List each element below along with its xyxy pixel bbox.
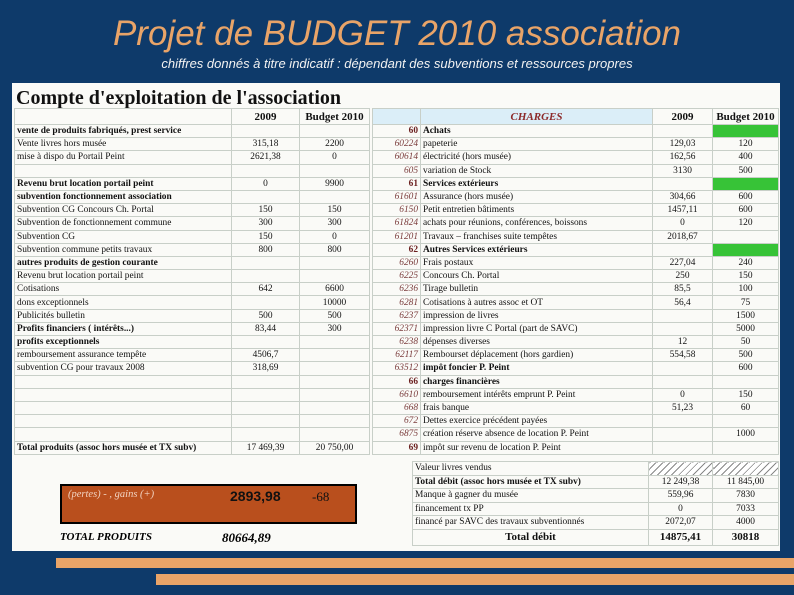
produits-label: Subvention CG	[15, 230, 232, 243]
produits-2010	[300, 270, 370, 283]
produits-label	[15, 415, 232, 428]
charges-2009	[653, 125, 713, 138]
charges-2009: 0	[653, 388, 713, 401]
charges-2009: 12	[653, 336, 713, 349]
produits-2010	[300, 428, 370, 441]
charges-2009: 162,56	[653, 151, 713, 164]
debit-summary-2010: 7033	[713, 502, 779, 516]
charges-2010: 75	[713, 296, 779, 309]
charges-2010: 500	[713, 349, 779, 362]
produits-row	[15, 217, 370, 230]
produits-2010: 150	[300, 204, 370, 217]
charges-2010	[713, 125, 779, 138]
charges-2010	[713, 243, 779, 256]
produits-2010	[300, 349, 370, 362]
operating-result-band	[60, 484, 357, 524]
charges-row	[373, 190, 779, 203]
produits-row	[15, 441, 370, 454]
produits-label: subvention fonctionnement association	[15, 190, 232, 203]
charges-row	[373, 441, 779, 454]
produits-2010: 0	[300, 151, 370, 164]
charges-2009: 227,04	[653, 256, 713, 269]
produits-2009: 83,44	[232, 322, 300, 335]
produits-2009	[232, 296, 300, 309]
charges-label: Frais postaux	[421, 256, 653, 269]
charges-2010: 600	[713, 362, 779, 375]
charges-label: impôt sur revenu de location P. Peint	[421, 441, 653, 454]
charges-table	[372, 108, 779, 455]
produits-2009	[232, 388, 300, 401]
total-produits-value: 80664,89	[222, 530, 271, 545]
charges-row	[373, 283, 779, 296]
produits-label: autres produits de gestion courante	[15, 256, 232, 269]
produits-row	[15, 125, 370, 138]
decorative-stripe-top	[56, 558, 794, 568]
charges-label: création réserve absence de location P. Peint	[421, 428, 653, 441]
produits-2010: 800	[300, 243, 370, 256]
produits-label: Cotisations	[15, 283, 232, 296]
debit-summary-2009: 559,96	[649, 489, 713, 503]
charges-account-code: 62117	[373, 349, 421, 362]
charges-row	[373, 164, 779, 177]
charges-2009	[653, 309, 713, 322]
charges-account-code: 61	[373, 177, 421, 190]
charges-label: Dettes exercice précédent payées	[421, 415, 653, 428]
produits-2010: 9900	[300, 177, 370, 190]
charges-2009: 0	[653, 217, 713, 230]
charges-row	[373, 204, 779, 217]
produits-row	[15, 401, 370, 414]
operating-result-label: (pertes) - , gains (+)	[68, 489, 155, 500]
produits-2010	[300, 401, 370, 414]
charges-row	[373, 309, 779, 322]
produits-row	[15, 190, 370, 203]
charges-2010: 500	[713, 164, 779, 177]
charges-2010: 5000	[713, 322, 779, 335]
produits-label: remboursement assurance tempête	[15, 349, 232, 362]
produits-label: dons exceptionnels	[15, 296, 232, 309]
total-debit-row	[413, 529, 779, 545]
produits-label	[15, 401, 232, 414]
charges-row	[373, 375, 779, 388]
produits-2010	[300, 415, 370, 428]
debit-summary-2010	[713, 462, 779, 476]
produits-row	[15, 415, 370, 428]
produits-2009	[232, 190, 300, 203]
produits-2009	[232, 428, 300, 441]
charges-header-code	[373, 109, 421, 125]
charges-2010: 240	[713, 256, 779, 269]
produits-2009: 315,18	[232, 138, 300, 151]
produits-2010	[300, 164, 370, 177]
produits-2010: 6600	[300, 283, 370, 296]
charges-label: achats pour réunions, conférences, boissons	[421, 217, 653, 230]
produits-2010	[300, 362, 370, 375]
produits-label: Subvention de fonctionnement commune	[15, 217, 232, 230]
charges-2009: 85,5	[653, 283, 713, 296]
charges-2010: 150	[713, 270, 779, 283]
charges-account-code: 672	[373, 415, 421, 428]
produits-row	[15, 428, 370, 441]
charges-account-code: 6610	[373, 388, 421, 401]
charges-2009	[653, 322, 713, 335]
charges-label: Achats	[421, 125, 653, 138]
charges-row	[373, 428, 779, 441]
charges-row	[373, 336, 779, 349]
charges-account-code: 69	[373, 441, 421, 454]
charges-2009: 56,4	[653, 296, 713, 309]
charges-account-code: 61824	[373, 217, 421, 230]
produits-2010: 0	[300, 230, 370, 243]
charges-2010: 400	[713, 151, 779, 164]
charges-account-code: 63512	[373, 362, 421, 375]
charges-row	[373, 401, 779, 414]
charges-2009: 1457,11	[653, 204, 713, 217]
charges-2009	[653, 375, 713, 388]
total-debit-label: Total débit	[413, 529, 649, 545]
charges-2009: 51,23	[653, 401, 713, 414]
decorative-stripe-bottom	[156, 574, 794, 585]
produits-label: Profits financiers ( intérêts...)	[15, 322, 232, 335]
produits-2009	[232, 164, 300, 177]
charges-account-code: 62	[373, 243, 421, 256]
produits-label: subvention CG pour travaux 2008	[15, 362, 232, 375]
budget-spreadsheet	[12, 83, 780, 551]
produits-2010	[300, 336, 370, 349]
charges-2010: 50	[713, 336, 779, 349]
produits-row	[15, 283, 370, 296]
produits-label	[15, 164, 232, 177]
produits-label: Subvention CG Concours Ch. Portal	[15, 204, 232, 217]
slide-subtitle: chiffres donnés à titre indicatif : dépendant des subventions et ressources propres	[161, 56, 633, 71]
produits-2009: 4506,7	[232, 349, 300, 362]
debit-summary-label: Manque à gagner du musée	[413, 489, 649, 503]
produits-2009: 642	[232, 283, 300, 296]
charges-account-code: 6875	[373, 428, 421, 441]
debit-summary-2009: 12 249,38	[649, 475, 713, 489]
charges-label: charges financières	[421, 375, 653, 388]
charges-row	[373, 349, 779, 362]
produits-header-row	[15, 109, 370, 125]
charges-label: Rembourset déplacement (hors gardien)	[421, 349, 653, 362]
produits-row	[15, 204, 370, 217]
debit-summary-2009: 2072,07	[649, 516, 713, 530]
total-produits-label: TOTAL PRODUITS	[60, 531, 152, 543]
charges-account-code: 66	[373, 375, 421, 388]
charges-account-code: 6260	[373, 256, 421, 269]
produits-row	[15, 138, 370, 151]
charges-2010: 60	[713, 401, 779, 414]
charges-account-code: 62371	[373, 322, 421, 335]
produits-2009	[232, 336, 300, 349]
produits-label: vente de produits fabriqués, prest service	[15, 125, 232, 138]
charges-row	[373, 296, 779, 309]
charges-2010: 600	[713, 204, 779, 217]
charges-2010	[713, 177, 779, 190]
charges-row	[373, 177, 779, 190]
charges-2010: 1000	[713, 428, 779, 441]
charges-row	[373, 270, 779, 283]
debit-summary-2009	[649, 462, 713, 476]
charges-header-2009: 2009	[653, 109, 713, 125]
produits-label: Publicités bulletin	[15, 309, 232, 322]
charges-2010	[713, 441, 779, 454]
produits-row	[15, 296, 370, 309]
charges-2009: 554,58	[653, 349, 713, 362]
produits-2010	[300, 256, 370, 269]
charges-row	[373, 125, 779, 138]
charges-2010: 100	[713, 283, 779, 296]
produits-label: Revenu brut location portail peint	[15, 270, 232, 283]
charges-label: frais banque	[421, 401, 653, 414]
produits-label: Vente livres hors musée	[15, 138, 232, 151]
produits-header-label	[15, 109, 232, 125]
produits-row	[15, 349, 370, 362]
charges-2009	[653, 243, 713, 256]
produits-row	[15, 256, 370, 269]
charges-account-code: 6237	[373, 309, 421, 322]
produits-header-year-2009: 2009	[232, 109, 300, 125]
charges-account-code: 605	[373, 164, 421, 177]
operating-result-2009: 2893,98	[230, 488, 281, 504]
charges-label: impression de livres	[421, 309, 653, 322]
debit-summary-row	[413, 502, 779, 516]
produits-2010: 500	[300, 309, 370, 322]
produits-label: Total produits (assoc hors musée et TX subv)	[15, 441, 232, 454]
produits-row	[15, 230, 370, 243]
charges-row	[373, 388, 779, 401]
debit-summary-row	[413, 462, 779, 476]
charges-2009	[653, 428, 713, 441]
charges-label: papeterie	[421, 138, 653, 151]
charges-label: Cotisations à autres assoc et OT	[421, 296, 653, 309]
produits-2009: 150	[232, 204, 300, 217]
produits-2010: 20 750,00	[300, 441, 370, 454]
produits-label	[15, 388, 232, 401]
debit-summary-2010: 4000	[713, 516, 779, 530]
debit-summary-label: financé par SAVC des travaux subventionnés	[413, 516, 649, 530]
charges-label: Autres Services extérieurs	[421, 243, 653, 256]
debit-summary-row	[413, 475, 779, 489]
charges-row	[373, 362, 779, 375]
produits-header-budget-2010: Budget 2010	[300, 109, 370, 125]
charges-2010: 120	[713, 138, 779, 151]
charges-label: Assurance (hors musée)	[421, 190, 653, 203]
produits-label	[15, 428, 232, 441]
produits-2010	[300, 125, 370, 138]
charges-account-code: 6150	[373, 204, 421, 217]
charges-header-2010: Budget 2010	[713, 109, 779, 125]
charges-2010	[713, 415, 779, 428]
produits-row	[15, 362, 370, 375]
charges-label: impôt foncier P. Peint	[421, 362, 653, 375]
produits-row	[15, 375, 370, 388]
produits-2009	[232, 375, 300, 388]
charges-account-code: 6238	[373, 336, 421, 349]
charges-header-label: CHARGES	[421, 109, 653, 125]
produits-2009	[232, 270, 300, 283]
charges-2009: 304,66	[653, 190, 713, 203]
charges-account-code: 668	[373, 401, 421, 414]
charges-2010: 150	[713, 388, 779, 401]
charges-label: impression livre C Portal (part de SAVC)	[421, 322, 653, 335]
charges-account-code: 6236	[373, 283, 421, 296]
charges-2010: 1500	[713, 309, 779, 322]
produits-2010: 2200	[300, 138, 370, 151]
charges-label: Services extérieurs	[421, 177, 653, 190]
debit-summary-table	[412, 461, 779, 546]
debit-summary-2010: 11 845,00	[713, 475, 779, 489]
charges-2010	[713, 375, 779, 388]
charges-account-code: 60224	[373, 138, 421, 151]
charges-2009: 250	[653, 270, 713, 283]
charges-label: remboursement intérêts emprunt P. Peint	[421, 388, 653, 401]
produits-table	[14, 108, 370, 455]
charges-row	[373, 243, 779, 256]
charges-2010	[713, 230, 779, 243]
debit-summary-row	[413, 489, 779, 503]
total-debit-2009: 14875,41	[649, 529, 713, 545]
produits-row	[15, 164, 370, 177]
produits-2010: 10000	[300, 296, 370, 309]
produits-2009: 800	[232, 243, 300, 256]
produits-label	[15, 375, 232, 388]
charges-2009: 129,03	[653, 138, 713, 151]
charges-label: Travaux – franchises suite tempêtes	[421, 230, 653, 243]
charges-label: Petit entretien bâtiments	[421, 204, 653, 217]
produits-row	[15, 270, 370, 283]
charges-row	[373, 217, 779, 230]
charges-2009: 2018,67	[653, 230, 713, 243]
produits-row	[15, 177, 370, 190]
produits-2009: 150	[232, 230, 300, 243]
charges-label: Tirage bulletin	[421, 283, 653, 296]
operating-result-2010: -68	[312, 489, 330, 504]
charges-label: électricité (hors musée)	[421, 151, 653, 164]
charges-header-row	[373, 109, 779, 125]
charges-row	[373, 256, 779, 269]
charges-label: variation de Stock	[421, 164, 653, 177]
charges-account-code: 6281	[373, 296, 421, 309]
charges-2010: 120	[713, 217, 779, 230]
produits-row	[15, 336, 370, 349]
debit-summary-label: Valeur livres vendus	[413, 462, 649, 476]
charges-2009	[653, 415, 713, 428]
produits-row	[15, 151, 370, 164]
debit-summary-label: Total débit (assoc hors musée et TX subv)	[413, 475, 649, 489]
produits-2009: 2621,38	[232, 151, 300, 164]
debit-summary-2010: 7830	[713, 489, 779, 503]
produits-label: profits exceptionnels	[15, 336, 232, 349]
charges-row	[373, 322, 779, 335]
charges-row	[373, 138, 779, 151]
produits-2009: 500	[232, 309, 300, 322]
charges-account-code: 61201	[373, 230, 421, 243]
produits-label: Subvention commune petits travaux	[15, 243, 232, 256]
produits-label: mise à dispo du Portail Peint	[15, 151, 232, 164]
charges-2010: 600	[713, 190, 779, 203]
charges-row	[373, 415, 779, 428]
total-debit-2010: 30818	[713, 529, 779, 545]
produits-label: Revenu brut location portail peint	[15, 177, 232, 190]
sheet-title: Compte d'exploitation de l'association	[16, 87, 342, 109]
charges-account-code: 60614	[373, 151, 421, 164]
produits-2009	[232, 415, 300, 428]
debit-summary-label: financement tx PP	[413, 502, 649, 516]
charges-label: Concours Ch. Portal	[421, 270, 653, 283]
produits-2009	[232, 256, 300, 269]
charges-2009: 3130	[653, 164, 713, 177]
produits-row	[15, 309, 370, 322]
charges-account-code: 6225	[373, 270, 421, 283]
produits-2010	[300, 190, 370, 203]
produits-2009: 318,69	[232, 362, 300, 375]
charges-label: dépenses diverses	[421, 336, 653, 349]
charges-row	[373, 230, 779, 243]
charges-account-code: 60	[373, 125, 421, 138]
charges-2009	[653, 441, 713, 454]
produits-row	[15, 243, 370, 256]
debit-summary-row	[413, 516, 779, 530]
charges-2009	[653, 362, 713, 375]
produits-2009	[232, 125, 300, 138]
debit-summary-2009: 0	[649, 502, 713, 516]
produits-row	[15, 388, 370, 401]
produits-2009: 17 469,39	[232, 441, 300, 454]
produits-2009: 0	[232, 177, 300, 190]
produits-2010	[300, 388, 370, 401]
produits-2010	[300, 375, 370, 388]
charges-account-code: 61601	[373, 190, 421, 203]
produits-2009	[232, 401, 300, 414]
slide-title: Projet de BUDGET 2010 association	[112, 14, 682, 53]
charges-2009	[653, 177, 713, 190]
produits-2009: 300	[232, 217, 300, 230]
produits-2010: 300	[300, 217, 370, 230]
produits-row	[15, 322, 370, 335]
charges-row	[373, 151, 779, 164]
produits-2010: 300	[300, 322, 370, 335]
